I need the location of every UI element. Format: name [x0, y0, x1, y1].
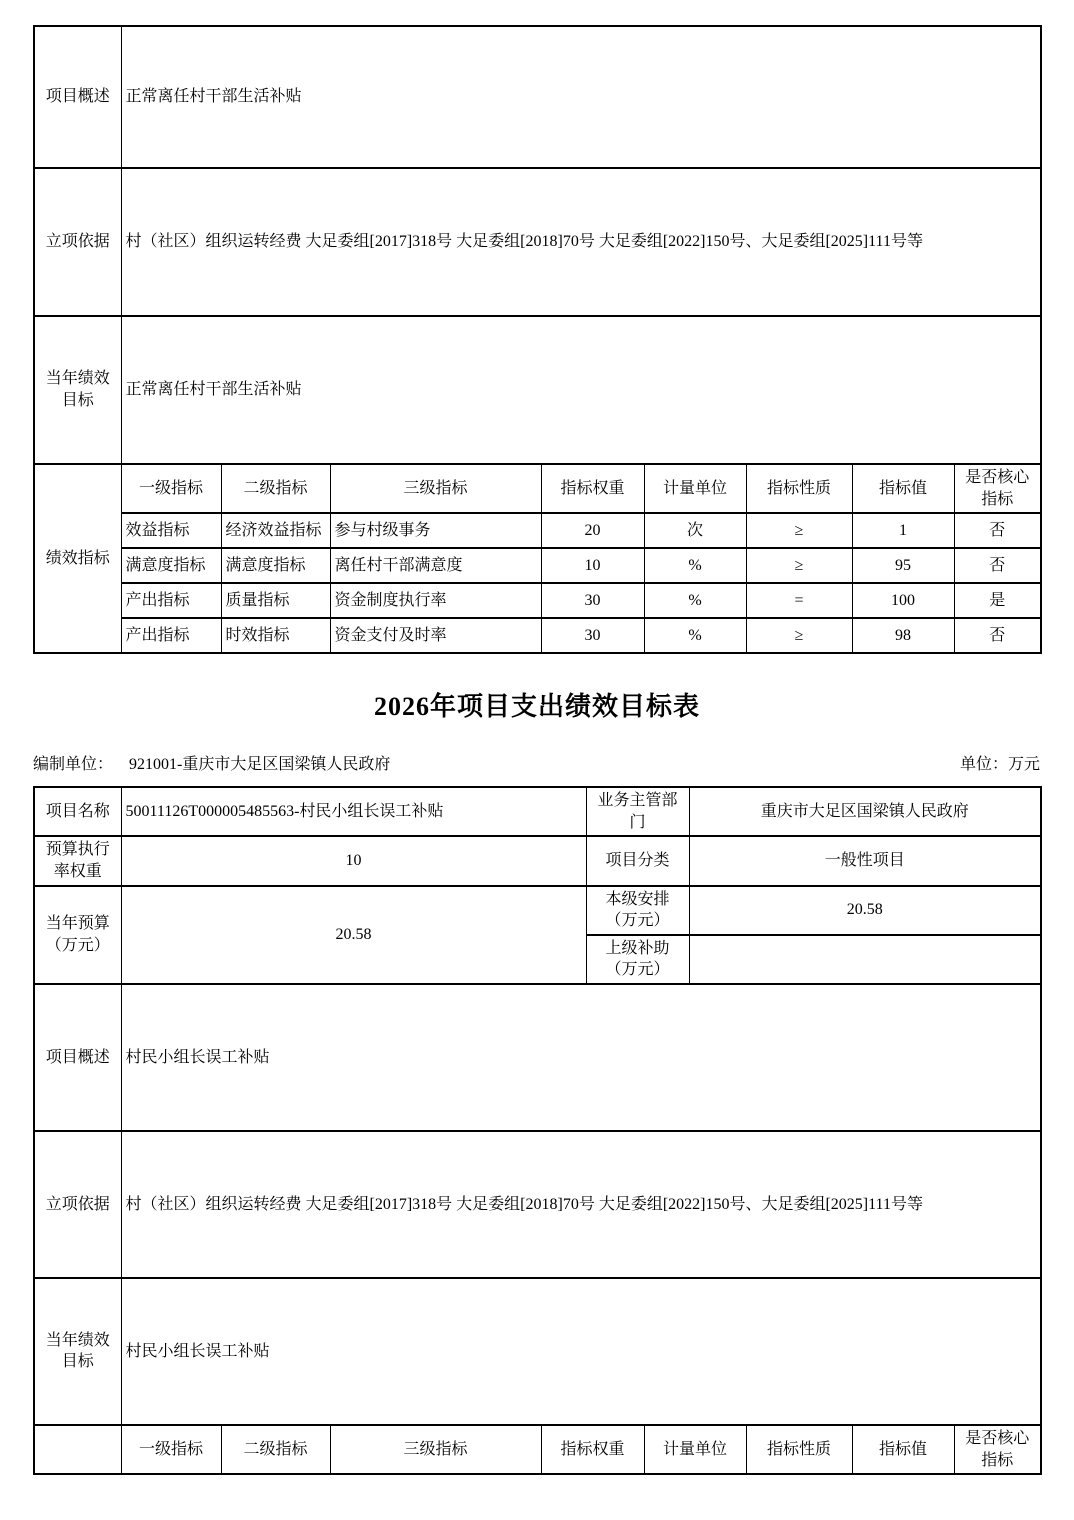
prepared-by-value: 921001-重庆市大足区国梁镇人民政府	[129, 756, 391, 774]
t2-project-name-label: 项目名称	[34, 787, 121, 836]
indicator-cell: 100	[852, 583, 954, 618]
indicator-cell: 产出指标	[121, 618, 221, 653]
t2-budget-label: 当年预算（万元）	[34, 886, 121, 984]
table-row	[34, 886, 1041, 935]
table-row	[34, 548, 1041, 583]
indicator-cell: 1	[852, 513, 954, 548]
unit-label: 单位：万元	[959, 756, 1040, 774]
indicator-cell: 30	[541, 618, 644, 653]
indicator-cell: 质量指标	[221, 583, 330, 618]
performance-table-1	[33, 25, 1042, 654]
indicator-cell: 资金支付及时率	[330, 618, 541, 653]
t2-target-value: 村民小组长误工补贴	[121, 1278, 1041, 1425]
t2-basis-value: 村（社区）组织运转经费 大足委组[2017]318号 大足委组[2018]70号 大足委组[2022]150号、大足委组[2025]111号等	[121, 1131, 1041, 1278]
t2-exec-rate-label: 预算执行率权重	[34, 836, 121, 885]
meta-line	[33, 751, 1040, 774]
indicator-cell: 95	[852, 548, 954, 583]
t2-target-label: 当年绩效目标	[34, 1278, 121, 1425]
t2-header-level2: 二级指标	[221, 1425, 330, 1474]
indicator-cell: 效益指标	[121, 513, 221, 548]
indicator-cell: 满意度指标	[121, 548, 221, 583]
t1-header-unit: 计量单位	[644, 464, 746, 513]
indicator-cell: 产出指标	[121, 583, 221, 618]
indicator-cell: %	[644, 583, 746, 618]
indicator-cell: 次	[644, 513, 746, 548]
table-row	[34, 787, 1041, 836]
indicator-cell: ≥	[746, 618, 852, 653]
table-row	[34, 464, 1041, 513]
indicator-cell: %	[644, 548, 746, 583]
t2-upper-value	[689, 935, 1041, 984]
indicator-cell: 时效指标	[221, 618, 330, 653]
t2-header-core: 是否核心指标	[954, 1425, 1041, 1474]
indicator-cell: 30	[541, 583, 644, 618]
t2-category-value: 一般性项目	[689, 836, 1041, 885]
table-row	[34, 1278, 1041, 1425]
t2-header-level1: 一级指标	[121, 1425, 221, 1474]
table-row	[34, 984, 1041, 1131]
t2-category-label: 项目分类	[586, 836, 689, 885]
t2-basis-label: 立项依据	[34, 1131, 121, 1278]
indicator-cell: 20	[541, 513, 644, 548]
t1-header-core: 是否核心指标	[954, 464, 1041, 513]
indicator-cell: 满意度指标	[221, 548, 330, 583]
t1-header-level3: 三级指标	[330, 464, 541, 513]
table-row	[34, 1131, 1041, 1278]
t1-overview-label: 项目概述	[34, 26, 121, 168]
table-row	[34, 513, 1041, 548]
indicator-cell: 离任村干部满意度	[330, 548, 541, 583]
t2-local-value: 20.58	[689, 886, 1041, 935]
t2-overview-value: 村民小组长误工补贴	[121, 984, 1041, 1131]
table-row	[34, 168, 1041, 316]
t2-header-level3: 三级指标	[330, 1425, 541, 1474]
table-row	[34, 618, 1041, 653]
t1-header-value: 指标值	[852, 464, 954, 513]
indicator-cell: 资金制度执行率	[330, 583, 541, 618]
t2-header-value: 指标值	[852, 1425, 954, 1474]
t2-exec-rate-value: 10	[121, 836, 586, 885]
indicator-cell: 参与村级事务	[330, 513, 541, 548]
t2-indicators-label-cell	[34, 1425, 121, 1474]
indicator-cell: =	[746, 583, 852, 618]
t1-basis-value: 村（社区）组织运转经费 大足委组[2017]318号 大足委组[2018]70号 大足委组[2022]150号、大足委组[2025]111号等	[121, 168, 1041, 316]
indicator-cell: %	[644, 618, 746, 653]
performance-table-2	[33, 786, 1042, 1426]
t1-target-label: 当年绩效目标	[34, 316, 121, 464]
table-row	[34, 26, 1041, 168]
prepared-by-label: 编制单位：	[33, 756, 114, 774]
page-title: 2026年项目支出绩效目标表	[373, 692, 700, 722]
indicator-cell: 否	[954, 618, 1041, 653]
t1-basis-label: 立项依据	[34, 168, 121, 316]
t2-upper-label: 上级补助（万元）	[586, 935, 689, 984]
t2-dept-label: 业务主管部门	[586, 787, 689, 836]
table-row	[34, 583, 1041, 618]
indicator-cell: ≥	[746, 548, 852, 583]
table-row	[34, 1425, 1041, 1474]
t2-project-name-value: 50011126T000005485563-村民小组长误工补贴	[121, 787, 586, 836]
t2-header-weight: 指标权重	[541, 1425, 644, 1474]
t2-header-unit: 计量单位	[644, 1425, 746, 1474]
t1-header-nature: 指标性质	[746, 464, 852, 513]
t1-header-weight: 指标权重	[541, 464, 644, 513]
t2-dept-value: 重庆市大足区国梁镇人民政府	[689, 787, 1041, 836]
t2-overview-label: 项目概述	[34, 984, 121, 1131]
table-row	[34, 316, 1041, 464]
table-row	[34, 836, 1041, 885]
indicator-cell: ≥	[746, 513, 852, 548]
indicator-cell: 否	[954, 513, 1041, 548]
t1-header-level2: 二级指标	[221, 464, 330, 513]
indicator-cell: 否	[954, 548, 1041, 583]
indicator-cell: 经济效益指标	[221, 513, 330, 548]
performance-table-2-indicators	[33, 1424, 1042, 1475]
indicator-cell: 98	[852, 618, 954, 653]
t1-indicators-label: 绩效指标	[34, 464, 121, 653]
t1-target-value: 正常离任村干部生活补贴	[121, 316, 1041, 464]
indicator-cell: 是	[954, 583, 1041, 618]
t2-header-nature: 指标性质	[746, 1425, 852, 1474]
t1-header-level1: 一级指标	[121, 464, 221, 513]
indicator-cell: 10	[541, 548, 644, 583]
t1-overview-value: 正常离任村干部生活补贴	[121, 26, 1041, 168]
t2-local-label: 本级安排（万元）	[586, 886, 689, 935]
t2-budget-value: 20.58	[121, 886, 586, 984]
